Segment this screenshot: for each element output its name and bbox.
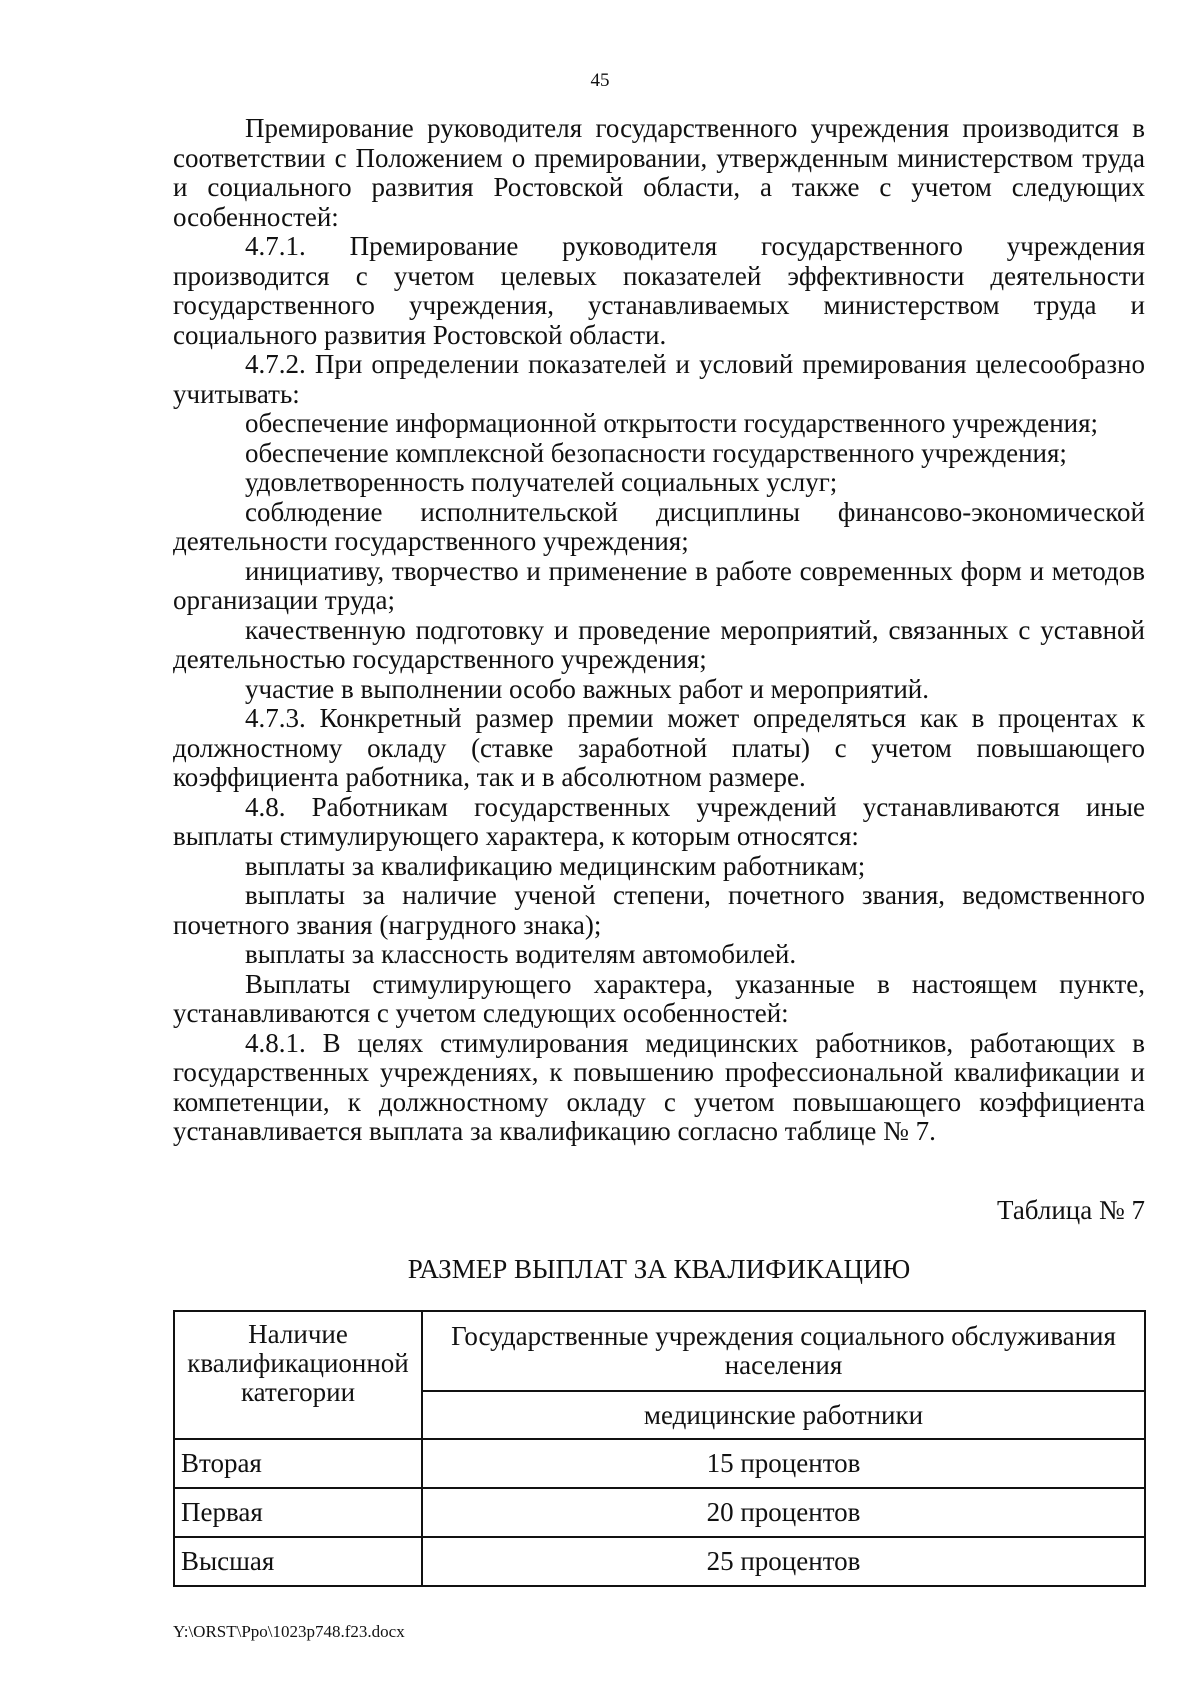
paragraph — [173, 114, 1145, 232]
list-item-text: соблюдение исполнительской дисциплины финансово-экономической деятельности государственного учреждения; — [173, 496, 1145, 556]
value-cell: 25 процентов — [422, 1537, 1145, 1586]
header-medical-workers: медицинские работники — [422, 1391, 1145, 1439]
paragraph — [173, 793, 1145, 852]
value-cell: 20 процентов — [422, 1488, 1145, 1537]
paragraph — [173, 350, 1145, 409]
page-number: 45 — [590, 70, 610, 91]
paragraph — [173, 970, 1145, 1029]
document-body — [173, 114, 1145, 1147]
table-row — [174, 1488, 1145, 1537]
list-item — [173, 881, 1145, 940]
list-item-text: выплаты за наличие ученой степени, почетного звания, ведомственного почетного звания (нагрудного знака); — [173, 880, 1145, 940]
list-item-text: обеспечение комплексной безопасности государственного учреждения; — [245, 437, 1067, 468]
paragraph-text: 4.8. Работникам государственных учреждений устанавливаются иные выплаты стимулирующего характера, к которым относятся: — [173, 791, 1145, 851]
list-item — [173, 557, 1145, 616]
list-item-text: выплаты за классность водителям автомобилей. — [245, 939, 797, 969]
header-institutions: Государственные учреждения социального обслуживания населения — [422, 1311, 1145, 1391]
list-item — [173, 675, 1145, 705]
paragraph — [173, 1029, 1145, 1147]
paragraph-text: Премирование руководителя государственного учреждения производится в соответствии с Положением о премировании, утвержденным министерством труда и социального развития Ростовской области, а также с учетом следующих особенностей: — [173, 113, 1145, 232]
table-label: Таблица № 7 — [997, 1195, 1145, 1225]
list-item — [173, 940, 1145, 970]
list-item — [173, 498, 1145, 557]
category-cell: Вторая — [174, 1439, 422, 1488]
list-item — [173, 409, 1145, 439]
list-item-text: обеспечение информационной открытости государственного учреждения; — [245, 408, 1099, 438]
list-item-text: инициативу, творчество и применение в работе современных форм и методов организации труда; — [173, 555, 1145, 615]
paragraph-text: Выплаты стимулирующего характера, указанные в настоящем пункте, устанавливаются с учетом следующих особенностей: — [173, 968, 1145, 1028]
list-item-text: участие в выполнении особо важных работ и мероприятий. — [245, 673, 929, 704]
category-cell: Высшая — [174, 1537, 422, 1586]
list-item-text: удовлетворенность получателей социальных услуг; — [245, 467, 838, 497]
list-item — [173, 852, 1145, 882]
value-cell: 15 процентов — [422, 1439, 1145, 1488]
qualification-table — [173, 1310, 1146, 1587]
paragraph — [173, 704, 1145, 793]
table-row — [174, 1537, 1145, 1586]
table-row — [174, 1439, 1145, 1488]
paragraph — [173, 232, 1145, 350]
paragraph-text: 4.7.3. Конкретный размер премии может определяться как в процентах к должностному окладу (ставке заработной платы) с учетом повышающего коэффициента работника, так и в абсолютном размере. — [173, 703, 1145, 792]
list-item — [173, 616, 1145, 675]
table-title: РАЗМЕР ВЫПЛАТ ЗА КВАЛИФИКАЦИЮ — [407, 1254, 911, 1284]
table-header-row — [174, 1311, 1145, 1391]
paragraph-text: 4.7.1. Премирование руководителя государственного учреждения производится с учетом целевых показателей эффективности деятельности государственного учреждения, устанавливаемых министерством труда и социального развития Ростовской области. — [173, 231, 1145, 350]
category-cell: Первая — [174, 1488, 422, 1537]
list-item — [173, 468, 1145, 498]
paragraph-text: 4.8.1. В целях стимулирования медицинских работников, работающих в государственных учреждениях, к повышению профессиональной квалификации и компетенции, к должностному окладу с учетом повышающего коэффициента устанавливается выплата за квалификацию согласно таблице № 7. — [173, 1027, 1145, 1146]
file-path-footer: Y:\ORST\Ppo\1023p748.f23.docx — [173, 1622, 405, 1641]
list-item — [173, 439, 1145, 469]
list-item-text: выплаты за квалификацию медицинским работникам; — [245, 850, 866, 881]
header-category: Наличие квалификационной категории — [174, 1311, 422, 1439]
list-item-text: качественную подготовку и проведение мероприятий, связанных с уставной деятельностью государственного учреждения; — [173, 614, 1145, 674]
paragraph-text: 4.7.2. При определении показателей и условий премирования целесообразно учитывать: — [173, 349, 1145, 409]
